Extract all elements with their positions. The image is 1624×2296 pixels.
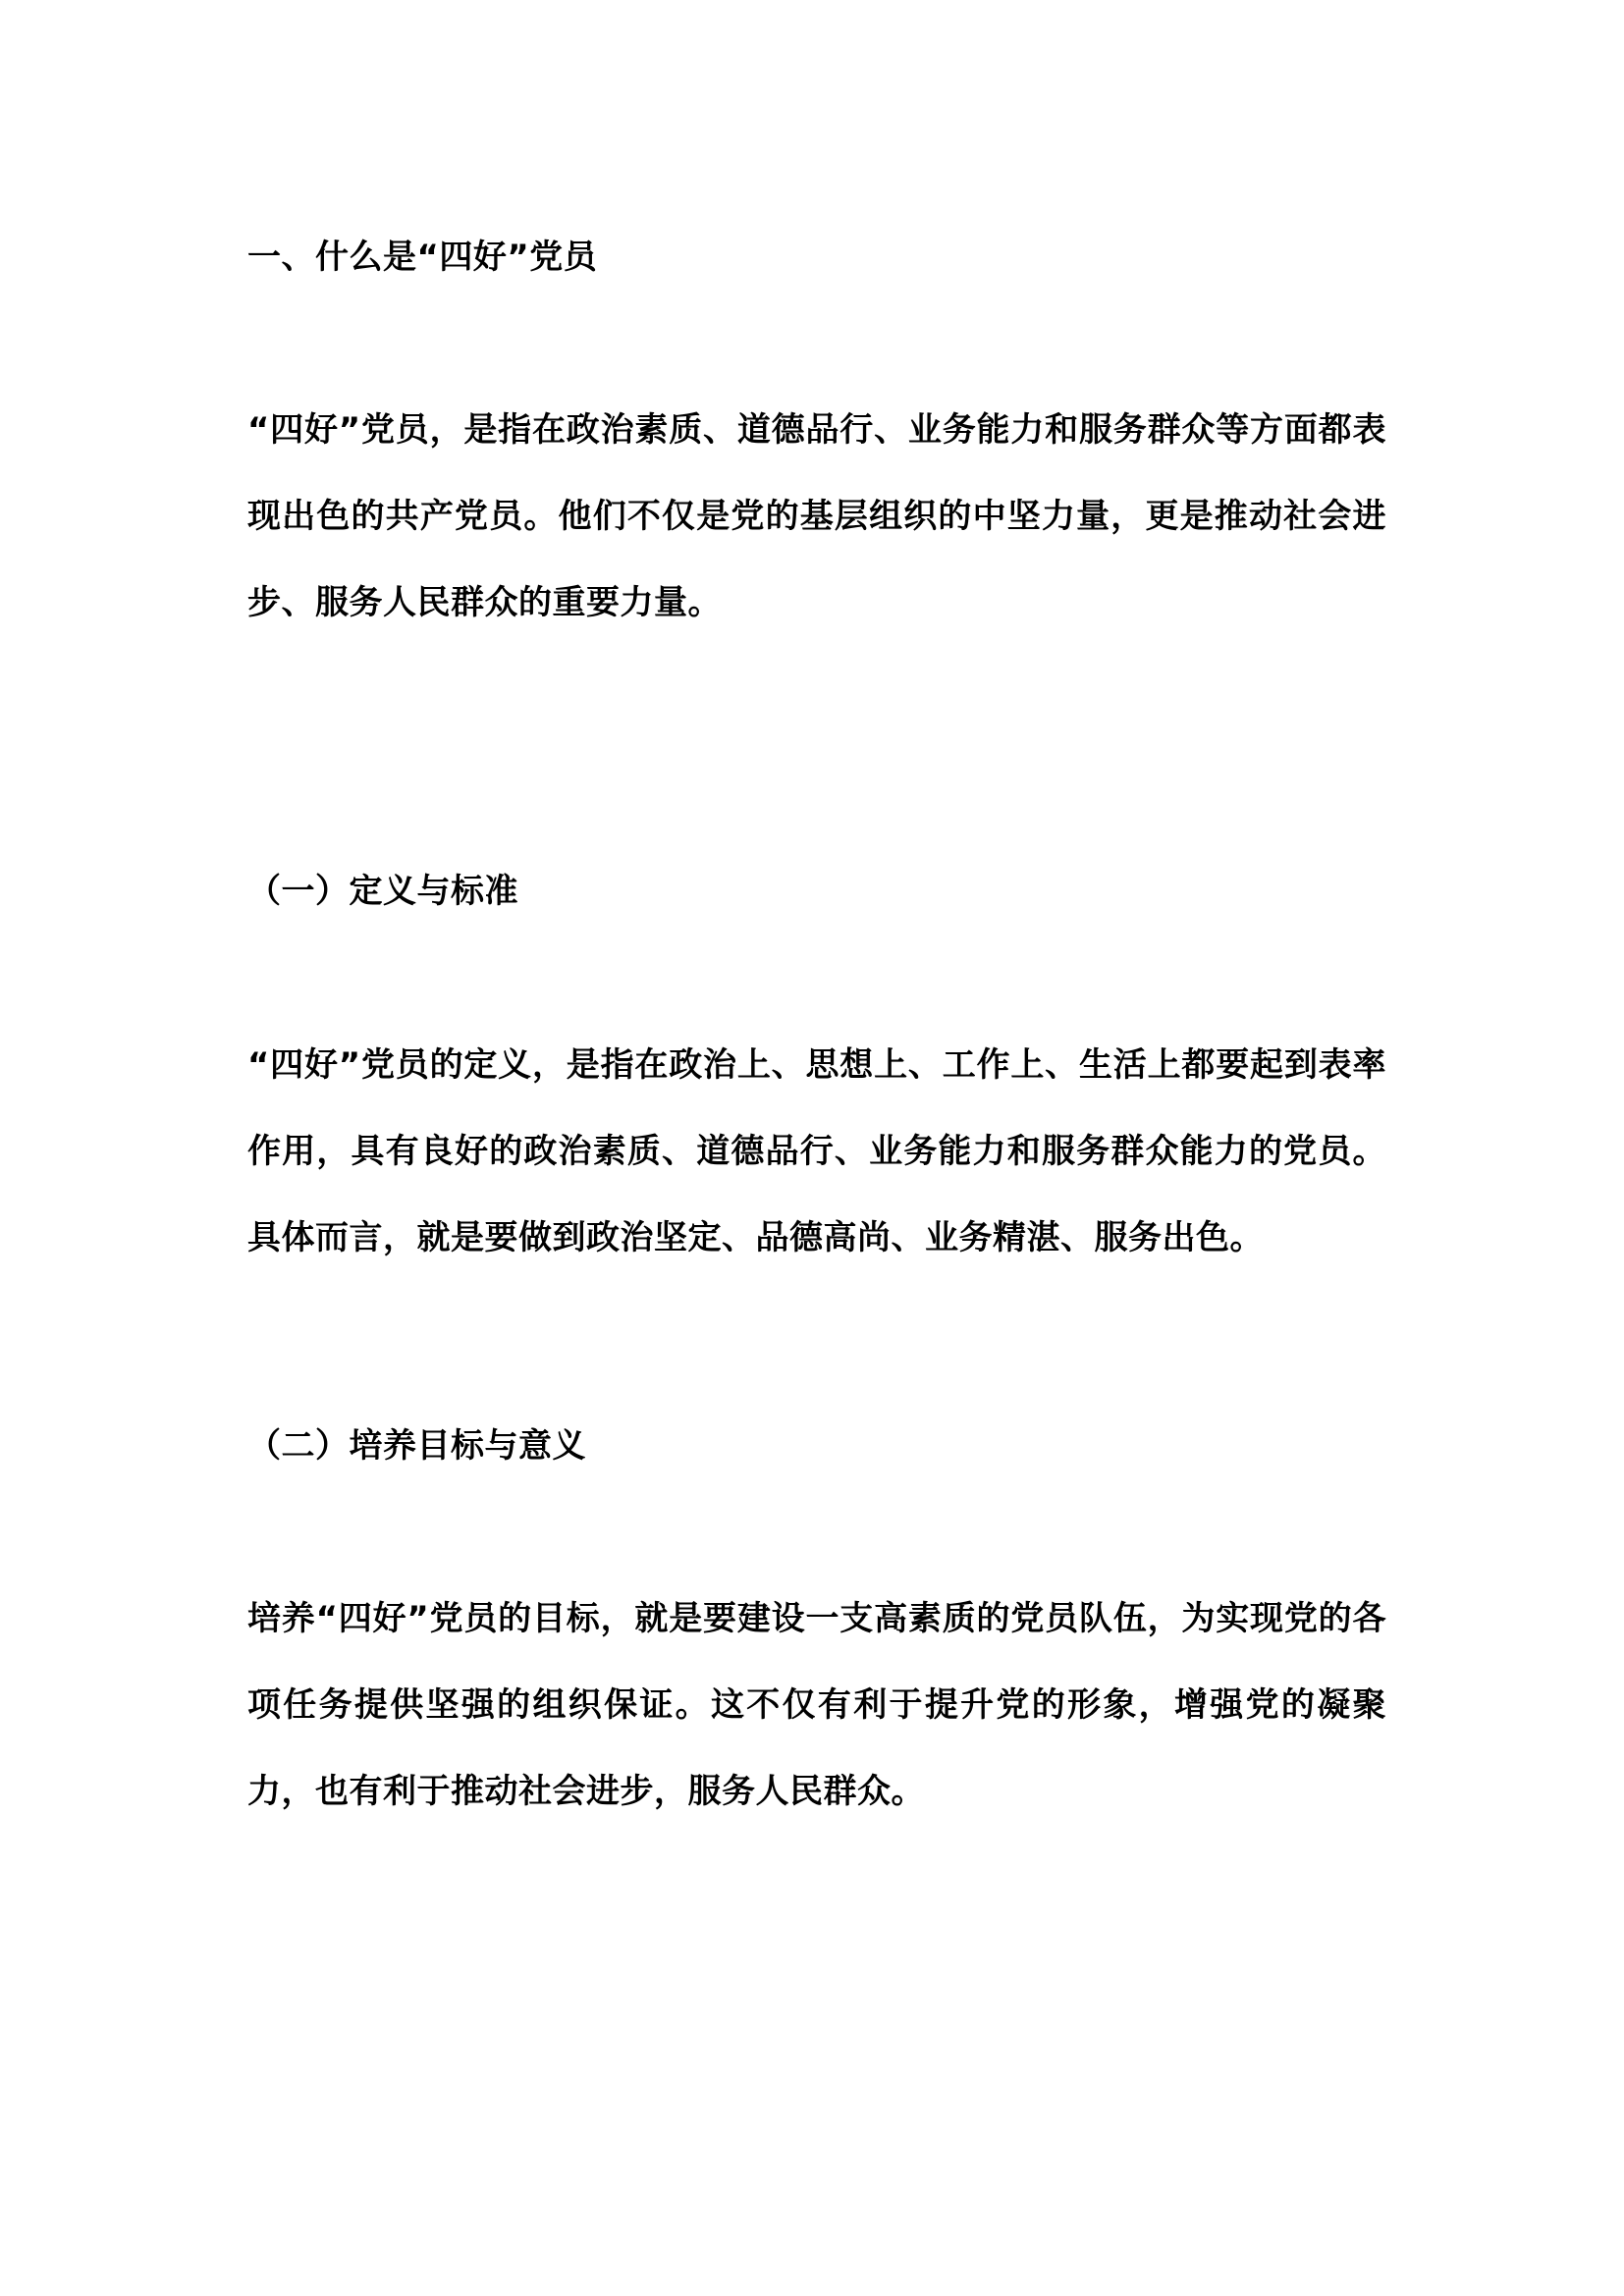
- definition-paragraph: “四好”党员的定义，是指在政治上、思想上、工作上、生活上都要起到表率作用，具有良好的政治素质、道德品行、业务能力和服务群众能力的党员。具体而言，就是要做到政治坚定、品德高尚、业务精湛、服务出色。: [247, 1045, 1386, 1257]
- subsection-heading-definition: （一）定义与标准: [247, 872, 518, 911]
- intro-paragraph: “四好”党员，是指在政治素质、道德品行、业务能力和服务群众等方面都表现出色的共产党员。他们不仅是党的基层组织的中坚力量，更是推动社会进步、服务人民群众的重要力量。: [247, 410, 1386, 622]
- goals-paragraph: 培养“四好”党员的目标，就是要建设一支高素质的党员队伍，为实现党的各项任务提供坚强的组织保证。这不仅有利于提升党的形象，增强党的凝聚力，也有利于推动社会进步，服务人民群众。: [247, 1599, 1386, 1811]
- subsection-heading-goals: （二）培养目标与意义: [247, 1426, 586, 1466]
- section-heading: 一、什么是“四好”党员: [247, 238, 598, 277]
